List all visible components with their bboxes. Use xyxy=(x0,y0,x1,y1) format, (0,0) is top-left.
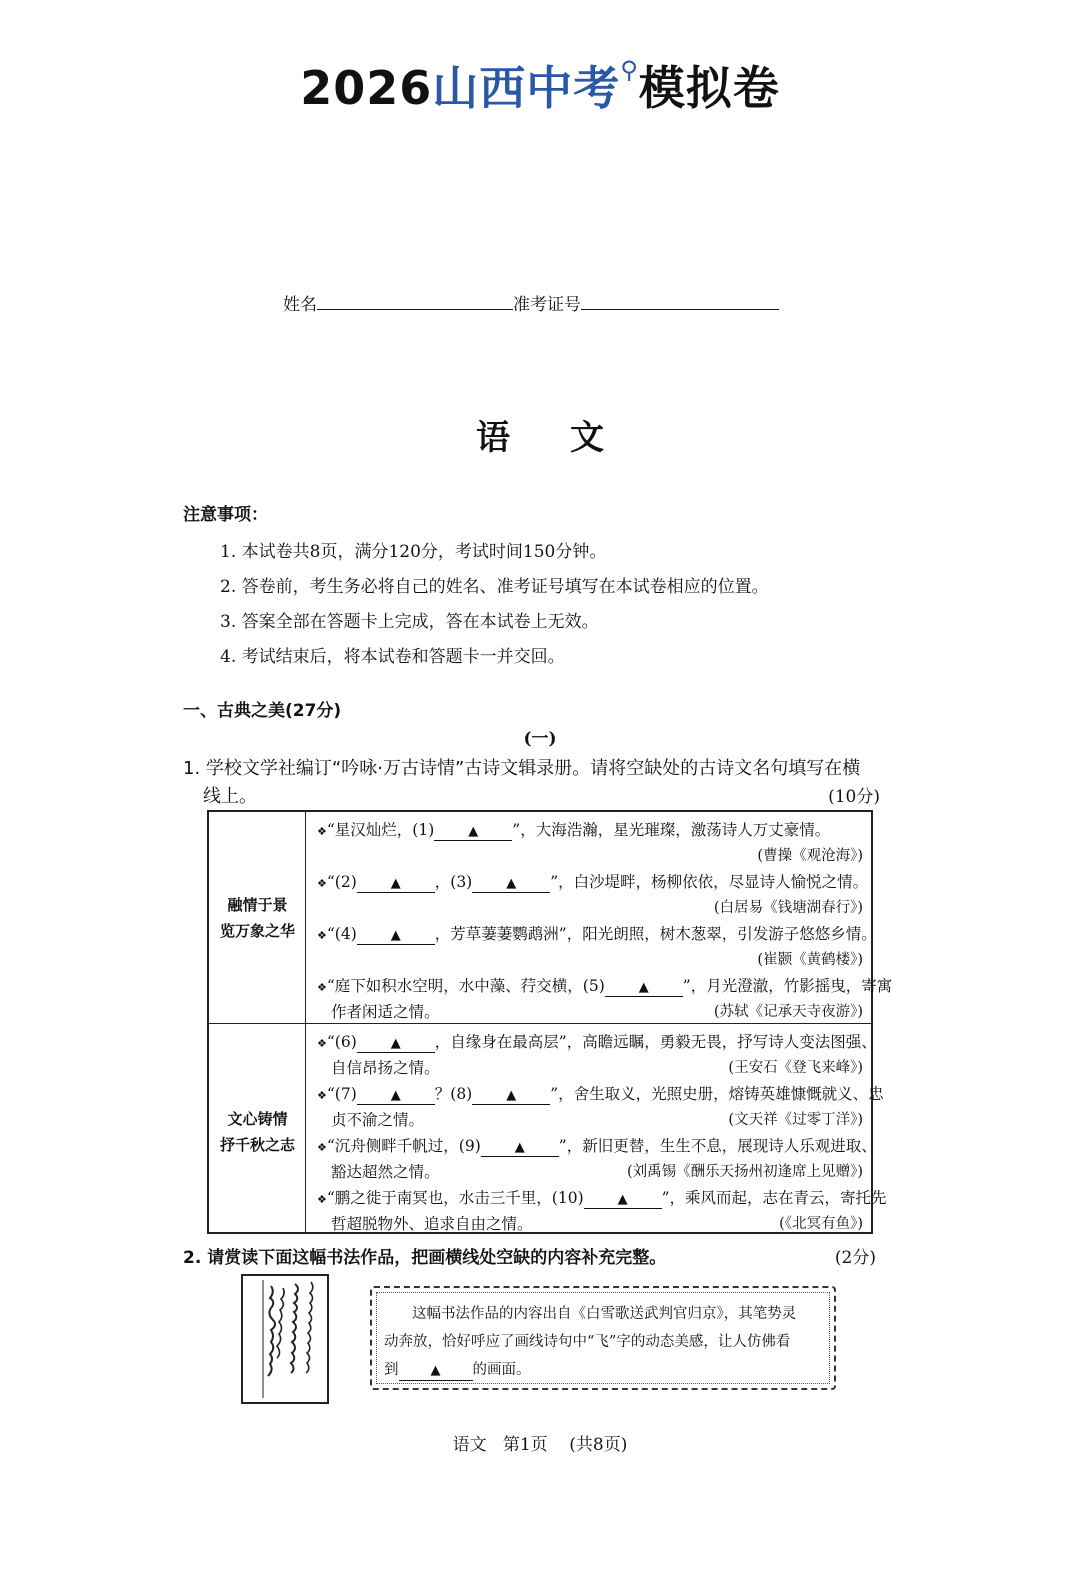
row-text: ”，新旧更替，生生不息，展现诗人乐观进取、 xyxy=(558,1137,877,1155)
triangle-icon: ▲ xyxy=(506,876,517,891)
category-line: 文心铸情 xyxy=(227,1110,288,1128)
answer-blank-3[interactable] xyxy=(472,874,550,893)
title-region: 山西中考 xyxy=(432,61,621,115)
answer-blank-8[interactable] xyxy=(472,1086,550,1105)
row-source: (苏轼《记承天寺夜游》) xyxy=(713,1004,863,1020)
row-text: “(2) xyxy=(326,873,357,891)
notice-item: 3. 答案全部在答题卡上完成，答在本试卷上无效。 xyxy=(220,612,599,632)
exam-no-label: 准考证号 xyxy=(513,295,581,315)
row-text: ”，大海浩瀚，星光璀璨，激荡诗人万丈豪情。 xyxy=(512,821,831,839)
answer-blank-5[interactable] xyxy=(605,978,683,997)
exam-no-field[interactable] xyxy=(581,293,779,310)
q2-score: (2分) xyxy=(834,1248,876,1268)
triangle-icon: ▲ xyxy=(390,876,401,891)
diamond-bullet-icon: ❖ xyxy=(317,825,327,838)
table-divider xyxy=(209,1023,871,1024)
exam-title xyxy=(0,52,1080,118)
id-fields xyxy=(283,290,779,315)
diamond-bullet-icon: ❖ xyxy=(317,1141,327,1154)
table-row xyxy=(317,1082,884,1105)
row-text: ”，月光澄澈，竹影摇曳，寄寓 xyxy=(682,977,893,995)
answer-blank-6[interactable] xyxy=(357,1034,435,1053)
row-text: ，芳草萋萋鹦鹉洲”，阳光朗照，树木葱翠，引发游子悠悠乡情。 xyxy=(434,925,877,943)
table-row xyxy=(317,870,868,893)
row-text: ”，乘风而起，志在青云，寄托先 xyxy=(661,1189,887,1207)
triangle-icon: ▲ xyxy=(506,1088,517,1103)
callout-text: 的画面。 xyxy=(472,1362,531,1378)
row-text: “(4) xyxy=(326,925,357,943)
table-row xyxy=(317,1030,877,1053)
diamond-bullet-icon: ❖ xyxy=(317,877,327,890)
row-continuation: 自信昂扬之情。 xyxy=(331,1059,440,1077)
q1-score: (10分) xyxy=(828,787,880,807)
row-source: (王安石《登飞来峰》) xyxy=(728,1060,863,1076)
row-text: ，自缘身在最高层”，高瞻远瞩，勇毅无畏，抒写诗人变法图强、 xyxy=(434,1033,877,1051)
category-label-1 xyxy=(209,892,306,944)
notice-item: 1. 本试卷共8页，满分120分，考试时间150分钟。 xyxy=(220,542,607,562)
answer-blank-10[interactable] xyxy=(584,1190,662,1209)
row-text: “鹏之徙于南冥也，水击三千里，(10) xyxy=(326,1189,584,1207)
part-title: (一) xyxy=(523,729,557,749)
table-row xyxy=(317,974,892,997)
row-text: “(6) xyxy=(326,1033,357,1051)
row-text: “(7) xyxy=(326,1085,357,1103)
callout-line2: 动奔放，恰好呼应了画线诗句中“飞”字的动态美感，让人仿佛看 xyxy=(384,1334,791,1350)
notice-item: 2. 答卷前，考生务必将自己的姓名、准考证号填写在本试卷相应的位置。 xyxy=(220,577,769,597)
answer-blank-1[interactable] xyxy=(434,822,512,841)
table-row xyxy=(317,818,830,841)
q1-prompt-line1: 1. 学校文学社编订“吟咏·万古诗情”古诗文辑录册。请将空缺处的古诗文名句填写在横 xyxy=(183,758,861,779)
footer-page: 第1页 xyxy=(502,1435,548,1455)
callout-text: 到 xyxy=(384,1362,399,1378)
diamond-bullet-icon: ❖ xyxy=(317,929,327,942)
diamond-bullet-icon: ❖ xyxy=(317,1089,327,1102)
name-label: 姓名 xyxy=(283,295,317,315)
triangle-icon: ▲ xyxy=(430,1363,441,1378)
row-text: ”，舍生取义，光照史册，熔铸英雄慷慨就义、忠 xyxy=(550,1085,884,1103)
category-line: 融情于景 xyxy=(227,896,288,914)
category-line: 览万象之华 xyxy=(219,922,295,940)
title-year: 2026 xyxy=(300,61,433,115)
title-suffix: 模拟卷 xyxy=(638,61,780,115)
row-source: (白居易《钱塘湖春行》) xyxy=(713,900,863,916)
row-text: “星汉灿烂，(1) xyxy=(326,821,435,839)
row-text: ？(8) xyxy=(434,1085,473,1103)
callout-line1: 这幅书法作品的内容出自《白雪歌送武判官归京》，其笔势灵 xyxy=(412,1306,797,1322)
answer-blank-9[interactable] xyxy=(481,1138,559,1157)
poem-table xyxy=(207,810,893,1234)
answer-blank-2[interactable] xyxy=(357,874,435,893)
q2-prompt: 2. 请赏读下面这幅书法作品，把画横线处空缺的内容补充完整。 xyxy=(183,1248,667,1268)
q2-answer-blank[interactable] xyxy=(399,1362,473,1381)
row-source: (文天祥《过零丁洋》) xyxy=(728,1112,863,1128)
category-line: 抒千秋之志 xyxy=(219,1136,295,1154)
diamond-bullet-icon: ❖ xyxy=(317,981,327,994)
triangle-icon: ▲ xyxy=(390,1088,401,1103)
triangle-icon: ▲ xyxy=(390,928,401,943)
notice-title: 注意事项： xyxy=(183,505,268,525)
footer-subject: 语文 xyxy=(452,1435,487,1455)
triangle-icon: ▲ xyxy=(514,1140,525,1155)
row-text: ，(3) xyxy=(434,873,473,891)
row-continuation: 豁达超然之情。 xyxy=(331,1163,440,1181)
q2-callout xyxy=(370,1286,836,1390)
row-continuation: 贞不渝之情。 xyxy=(331,1111,425,1129)
table-row xyxy=(317,1186,887,1209)
footer-total: (共8页) xyxy=(569,1435,628,1455)
row-text: “庭下如积水空明，水中藻、荇交横，(5) xyxy=(326,977,605,995)
diamond-bullet-icon: ❖ xyxy=(317,1037,327,1050)
table-row xyxy=(317,922,877,945)
category-label-2 xyxy=(209,1106,306,1158)
row-source: (崔颢《黄鹤楼》) xyxy=(757,952,863,968)
triangle-icon: ▲ xyxy=(617,1192,628,1207)
row-source: (《北冥有鱼》) xyxy=(779,1216,863,1232)
triangle-icon: ▲ xyxy=(638,980,649,995)
section-title: 一、古典之美(27分) xyxy=(183,701,342,721)
table-row xyxy=(317,1134,877,1157)
row-source: (刘禹锡《酬乐天扬州初逢席上见赠》) xyxy=(626,1164,863,1180)
row-continuation: 作者闲适之情。 xyxy=(331,1003,440,1021)
calligraphy-image xyxy=(241,1274,329,1404)
row-text: “沉舟侧畔千帆过，(9) xyxy=(326,1137,481,1155)
triangle-icon: ▲ xyxy=(390,1036,401,1051)
diamond-bullet-icon: ❖ xyxy=(317,1193,327,1206)
calligraphy-strokes xyxy=(243,1276,327,1402)
answer-blank-7[interactable] xyxy=(357,1086,435,1105)
answer-blank-4[interactable] xyxy=(357,926,435,945)
triangle-icon: ▲ xyxy=(468,824,479,839)
notice-item: 4. 考试结束后，将本试卷和答题卡一并交回。 xyxy=(220,647,565,667)
callout-line3 xyxy=(384,1358,531,1381)
subject-title: 语文 xyxy=(476,418,664,458)
row-text: ”，白沙堤畔，杨柳依依，尽显诗人愉悦之情。 xyxy=(550,873,869,891)
search-icon: ⚲ xyxy=(620,56,639,84)
name-field[interactable] xyxy=(317,293,513,310)
row-continuation: 哲超脱物外、追求自由之情。 xyxy=(331,1215,533,1233)
page-footer xyxy=(0,1430,1080,1455)
q1-prompt-line2: 线上。 xyxy=(203,786,257,807)
row-source: (曹操《观沧海》) xyxy=(757,848,863,864)
